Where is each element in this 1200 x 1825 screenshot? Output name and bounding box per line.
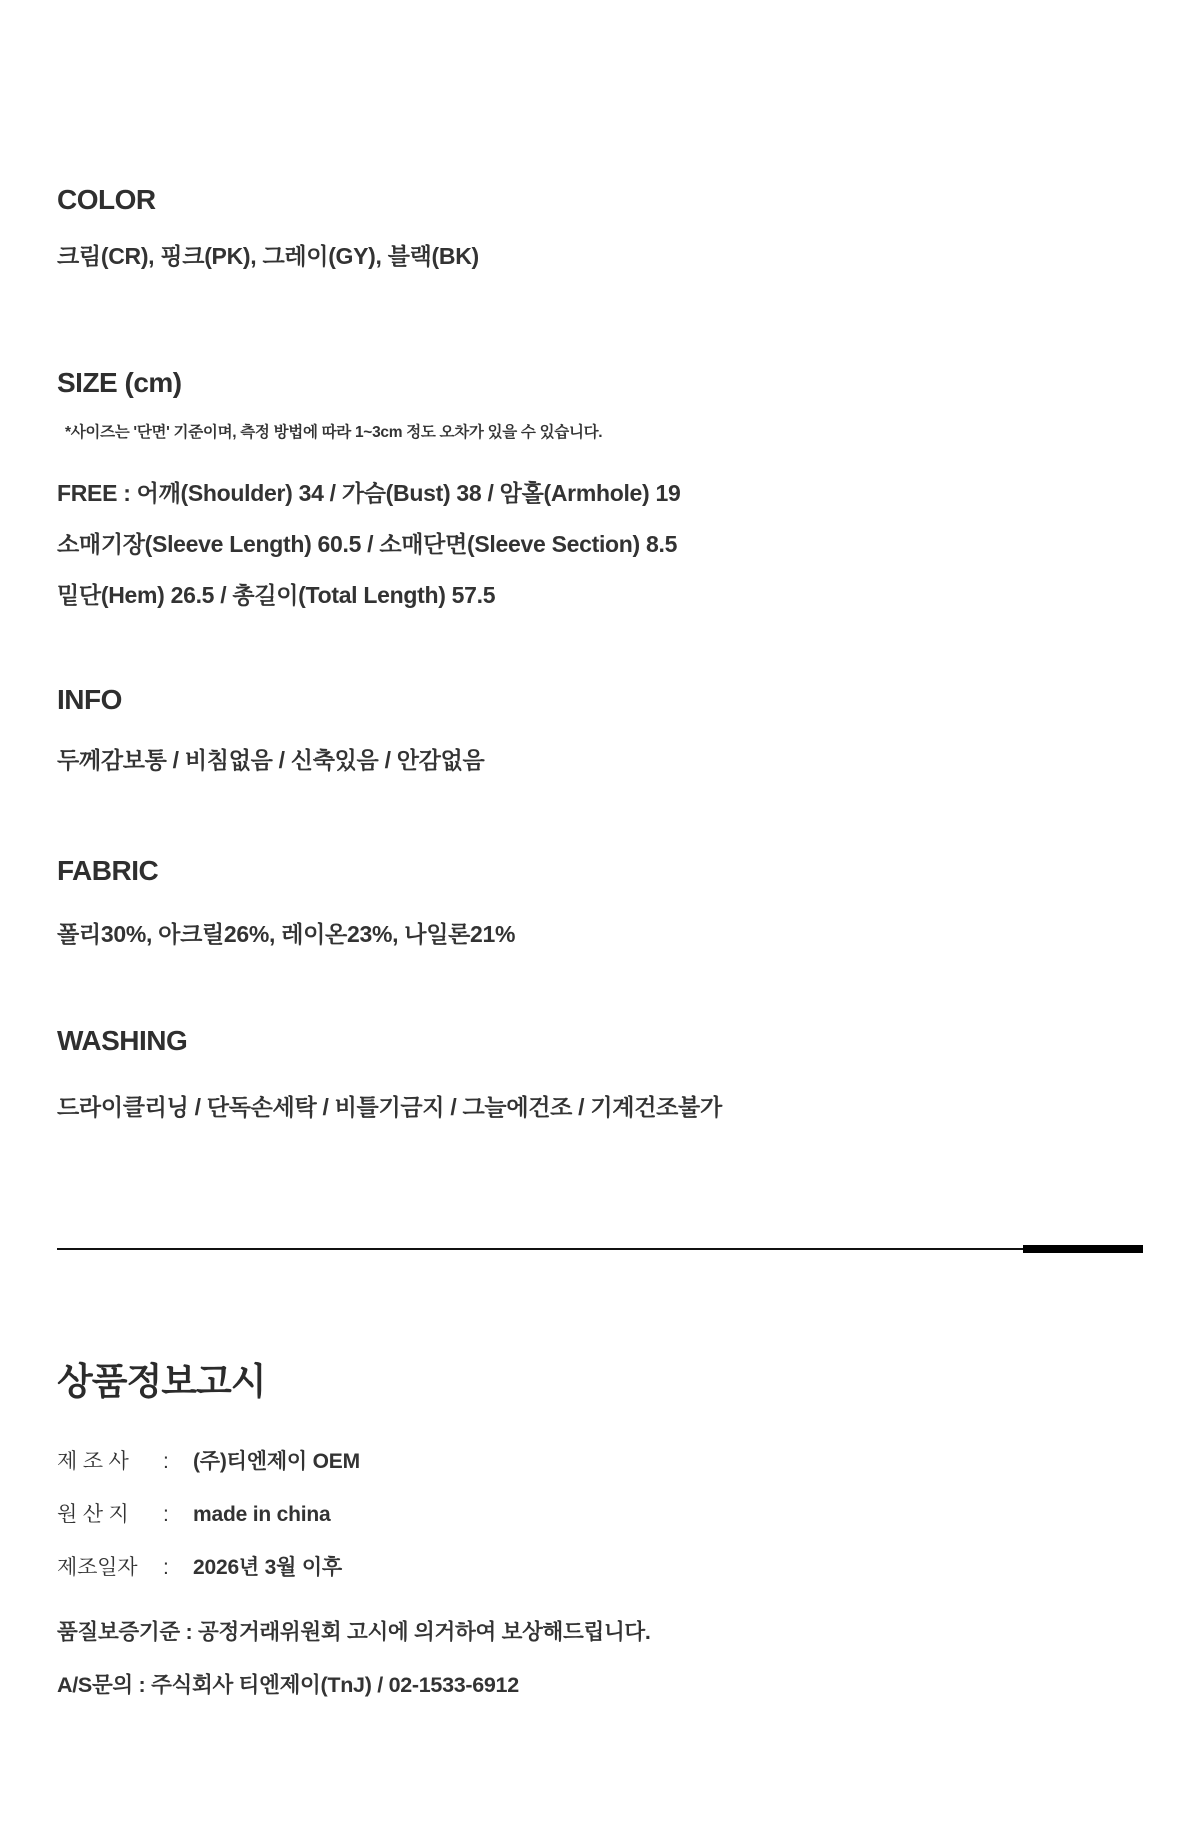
notice-heading: 상품정보고시 (57, 1361, 266, 1402)
notice-value: 2026년 3월 이후 (193, 1555, 343, 1579)
notice-colon: : (163, 1449, 169, 1473)
notice-as-contact-line: A/S문의 : 주식회사 티엔제이(TnJ) / 02-1533-6912 (57, 1672, 519, 1697)
size-line-hem-total: 밑단(Hem) 26.5 / 총길이(Total Length) 57.5 (57, 582, 496, 609)
size-section-heading: SIZE (cm) (57, 366, 182, 398)
washing-instructions-text: 드라이클리닝 / 단독손세탁 / 비틀기금지 / 그늘에건조 / 기계건조불가 (57, 1093, 722, 1120)
notice-label: 제 조 사 (57, 1449, 129, 1473)
washing-section-heading: WASHING (57, 1024, 188, 1056)
fabric-section-heading: FABRIC (57, 855, 159, 887)
size-measurements (57, 468, 1147, 621)
section-divider (57, 1245, 1143, 1253)
notice-warranty-line: 품질보증기준 : 공정거래위원회 고시에 의거하여 보상해드립니다. (57, 1619, 651, 1644)
notice-colon: : (163, 1502, 169, 1526)
divider-thin-line (57, 1248, 1143, 1250)
notice-label: 제조일자 (57, 1555, 138, 1579)
notice-value: made in china (193, 1502, 331, 1526)
size-line-shoulder-bust-armhole: FREE : 어깨(Shoulder) 34 / 가슴(Bust) 38 / 암홀(Armhole) 19 (57, 480, 681, 507)
size-line-sleeve: 소매기장(Sleeve Length) 60.5 / 소매단면(Sleeve Section) 8.5 (57, 531, 678, 558)
notice-value: (주)티엔제이 OEM (193, 1449, 360, 1473)
info-attributes-text: 두께감보통 / 비침없음 / 신축있음 / 안감없음 (57, 747, 485, 774)
notice-colon: : (163, 1555, 169, 1579)
notice-row-manufacture-date (57, 1551, 1147, 1604)
fabric-composition-text: 폴리30%, 아크릴26%, 레이온23%, 나일론21% (57, 920, 516, 947)
divider-thick-accent (1023, 1245, 1143, 1253)
product-notice-section (57, 1362, 1147, 1710)
color-options-text: 크림(CR), 핑크(PK), 그레이(GY), 블랙(BK) (57, 242, 479, 269)
notice-rows (57, 1445, 1147, 1604)
info-section-heading: INFO (57, 684, 122, 716)
color-section-heading: COLOR (57, 184, 156, 215)
notice-row-manufacturer (57, 1445, 1147, 1498)
notice-label: 원 산 지 (57, 1502, 129, 1526)
notice-row-origin (57, 1498, 1147, 1551)
product-detail-content (57, 0, 1147, 1123)
size-measurement-note: *사이즈는 '단면' 기준이며, 측정 방법에 따라 1~3cm 정도 오차가 있을 수 있습니다. (65, 424, 603, 442)
